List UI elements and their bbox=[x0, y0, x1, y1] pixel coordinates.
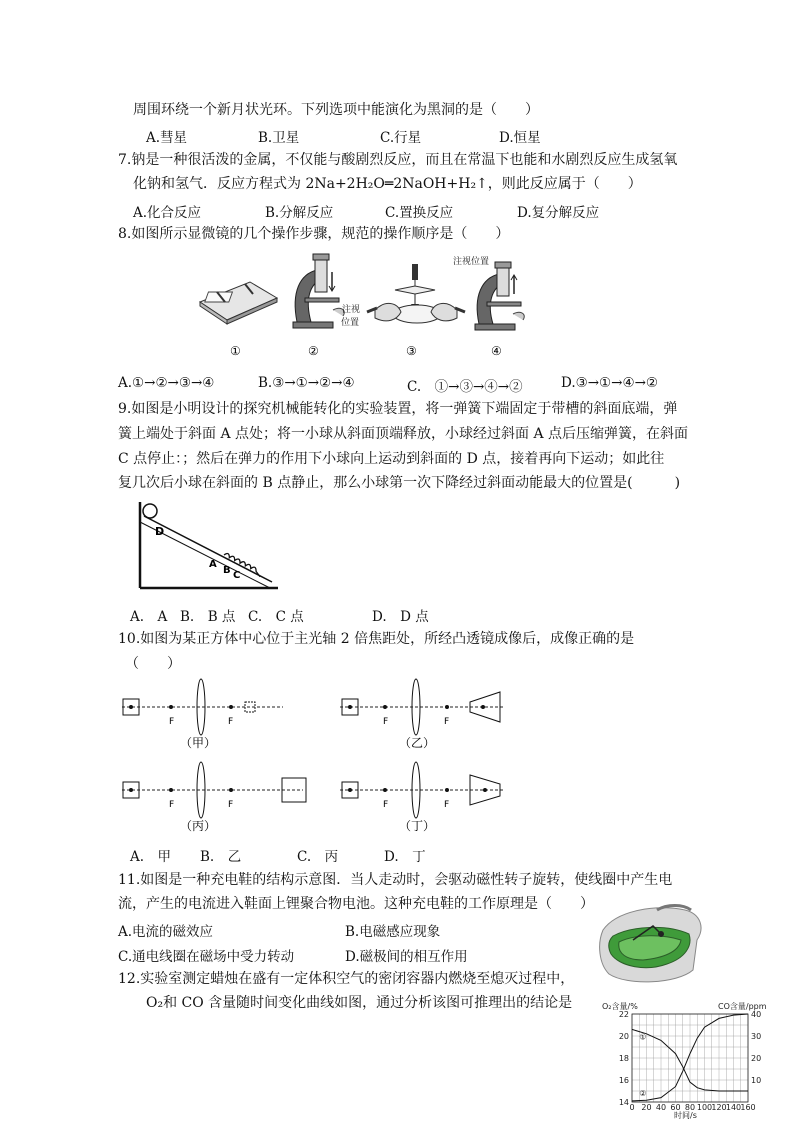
lens-diagrams-figure bbox=[118, 680, 518, 836]
y-right-tick-label: 40 bbox=[751, 1010, 762, 1019]
focus-label: F bbox=[169, 717, 175, 727]
lens-diagram-ding bbox=[340, 762, 503, 833]
q7-text-2: 化钠和氢气．反应方程式为 2Na+2H₂O═2NaOH+H₂↑，则此反应属于（ ） bbox=[133, 176, 642, 192]
q8-text: 8.如图所示显微镜的几个操作步骤，规范的操作顺序是（ ） bbox=[118, 226, 510, 242]
incline-spring-figure bbox=[130, 500, 280, 596]
microscope-steps-figure bbox=[195, 252, 530, 360]
q10-option-b: B. 乙 bbox=[200, 849, 242, 865]
series-label-1: ① bbox=[639, 1032, 647, 1042]
q10-option-a: A. 甲 bbox=[130, 849, 172, 865]
q9-option-c: C. C 点 bbox=[248, 609, 304, 625]
diagram-label-ding: （丁） bbox=[399, 819, 436, 833]
q11-option-a: A.电流的磁效应 bbox=[118, 924, 214, 940]
q11-option-b: B.电磁感应现象 bbox=[345, 924, 441, 940]
q7-option-c: C.置换反应 bbox=[385, 205, 454, 221]
q12-text-1: 12.实验室测定蜡烛在盛有一定体积空气的密闭容器内燃烧至熄灭过程中， bbox=[118, 971, 575, 987]
q9-text-2: 簧上端处于斜面 A 点处；将一小球从斜面顶端释放，小球经过斜面 A 点后压缩弹簧，在斜面 bbox=[118, 426, 689, 442]
q10-option-d: D. 丁 bbox=[384, 849, 426, 865]
q8-option-a: A.①→②→③→④ bbox=[118, 375, 215, 391]
o2-co-content-chart bbox=[600, 1000, 770, 1120]
q11-text-1: 11.如图是一种充电鞋的结构示意图．当人走动时，会驱动磁性转子旋转，使线圈中产生电 bbox=[118, 872, 673, 888]
point-b-label: B bbox=[223, 565, 231, 576]
q9-option-d: D. D 点 bbox=[372, 609, 429, 625]
x-tick-label: 60 bbox=[670, 1103, 681, 1112]
slide-preparation-image bbox=[367, 264, 465, 323]
diagram-label-bing: （丙） bbox=[180, 819, 217, 833]
q8-figure-label-3: ③ bbox=[406, 344, 417, 358]
x-tick-label: 140 bbox=[725, 1103, 742, 1112]
x-tick-label: 120 bbox=[711, 1103, 727, 1112]
diagram-label-jia: （甲） bbox=[180, 736, 217, 750]
point-a-label: A bbox=[209, 559, 217, 570]
q10-text-2: （ ） bbox=[125, 656, 181, 672]
diagram-label-yi: （乙） bbox=[399, 736, 436, 750]
q8-option-c: C. ①→③→④→② bbox=[407, 379, 523, 395]
q7-option-b: B.分解反应 bbox=[265, 205, 334, 221]
x-tick-label: 160 bbox=[740, 1103, 756, 1112]
q10-option-c: C. 丙 bbox=[297, 849, 339, 865]
q9-option-a: A. A bbox=[130, 609, 168, 625]
microscope-stage-image bbox=[200, 282, 277, 324]
x-tick-label: 20 bbox=[641, 1103, 652, 1112]
series-label-2: ② bbox=[639, 1089, 647, 1099]
right-axis-label: CO含量/ppm bbox=[718, 1002, 767, 1011]
y-left-tick-label: 14 bbox=[618, 1098, 629, 1107]
watch-position-text-b: 位置 bbox=[341, 318, 360, 328]
y-right-tick-label: 20 bbox=[751, 1054, 762, 1063]
q11-option-c: C.通电线圈在磁场中受力转动 bbox=[118, 949, 295, 965]
focus-label: F bbox=[383, 800, 389, 810]
q6-option-b: B.卫星 bbox=[258, 130, 300, 146]
microscope-lower-tube-image bbox=[293, 254, 360, 328]
q6-option-a: A.彗星 bbox=[146, 130, 188, 146]
microscope-raise-tube-image bbox=[453, 255, 524, 330]
q6-option-c: C.行星 bbox=[380, 130, 422, 146]
q9-option-b: B. B 点 bbox=[180, 609, 236, 625]
point-d-label: D bbox=[155, 525, 165, 538]
point-c-label: C bbox=[233, 570, 241, 581]
y-left-tick-label: 20 bbox=[618, 1032, 629, 1041]
y-right-tick-label: 10 bbox=[751, 1076, 762, 1085]
q7-text-1: 7.钠是一种很活泼的金属，不仅能与酸剧烈反应，而且在常温下也能和水剧烈反应生成氢氧 bbox=[118, 152, 678, 168]
q8-figure-label-2: ② bbox=[308, 344, 319, 358]
x-axis-label: 时间/s bbox=[674, 1111, 697, 1120]
q7-option-d: D.复分解反应 bbox=[517, 205, 600, 221]
q11-text-2: 流，产生的电流进入鞋面上锂聚合物电池。这种充电鞋的工作原理是（ ） bbox=[118, 896, 594, 912]
left-axis-label: O₂含量/% bbox=[602, 1002, 638, 1011]
focus-label: F bbox=[228, 717, 234, 727]
q7-option-a: A.化合反应 bbox=[133, 205, 202, 221]
q11-option-d: D.磁极间的相互作用 bbox=[345, 949, 468, 965]
q6-text: 周围环绕一个新月状光环。下列选项中能演化为黑洞的是（ ） bbox=[133, 102, 539, 118]
x-tick-label: 80 bbox=[684, 1103, 696, 1112]
focus-label: F bbox=[228, 800, 234, 810]
q12-text-2: O₂和 CO 含量随时间变化曲线如图，通过分析该图可推理出的结论是 bbox=[146, 995, 573, 1011]
focus-label: F bbox=[444, 800, 450, 810]
q9-text-3: C 点停止：；然后在弹力的作用下小球向上运动到斜面的 D 点，接着再向下运动；如此往 bbox=[118, 451, 665, 467]
q6-option-d: D.恒星 bbox=[499, 130, 541, 146]
watch-position-text-top: 注视位置 bbox=[453, 257, 490, 267]
watch-position-text-a: 注视 bbox=[342, 305, 361, 315]
focus-label: F bbox=[169, 800, 175, 810]
q8-figure-label-1: ① bbox=[230, 344, 241, 358]
y-right-tick-label: 30 bbox=[751, 1032, 762, 1041]
lens-diagram-jia bbox=[122, 679, 283, 750]
q8-option-d: D.③→①→④→② bbox=[561, 375, 658, 391]
lens-diagram-bing bbox=[122, 762, 306, 833]
y-left-tick-label: 18 bbox=[618, 1054, 629, 1063]
lens-diagram-yi bbox=[340, 679, 503, 750]
x-tick-label: 0 bbox=[629, 1103, 635, 1112]
y-left-tick-label: 16 bbox=[618, 1076, 629, 1085]
x-tick-label: 40 bbox=[655, 1103, 667, 1112]
q9-text-4: 复几次后小球在斜面的 B 点静止，那么小球第一次下降经过斜面动能最大的位置是( ) bbox=[118, 475, 681, 491]
focus-label: F bbox=[383, 717, 389, 727]
q8-figure-label-4: ④ bbox=[491, 344, 502, 358]
q9-text-1: 9.如图是小明设计的探究机械能转化的实验装置，将一弹簧下端固定于带槽的斜面底端，弹 bbox=[118, 401, 678, 417]
charging-shoe-image bbox=[597, 900, 707, 992]
q10-text-1: 10.如图为某正方体中心位于主光轴 2 倍焦距处，所经凸透镜成像后，成像正确的是 bbox=[118, 631, 635, 647]
x-tick-label: 100 bbox=[696, 1103, 713, 1112]
q8-option-b: B.③→①→②→④ bbox=[258, 375, 355, 391]
y-left-tick-label: 22 bbox=[618, 1010, 629, 1019]
focus-label: F bbox=[444, 717, 450, 727]
